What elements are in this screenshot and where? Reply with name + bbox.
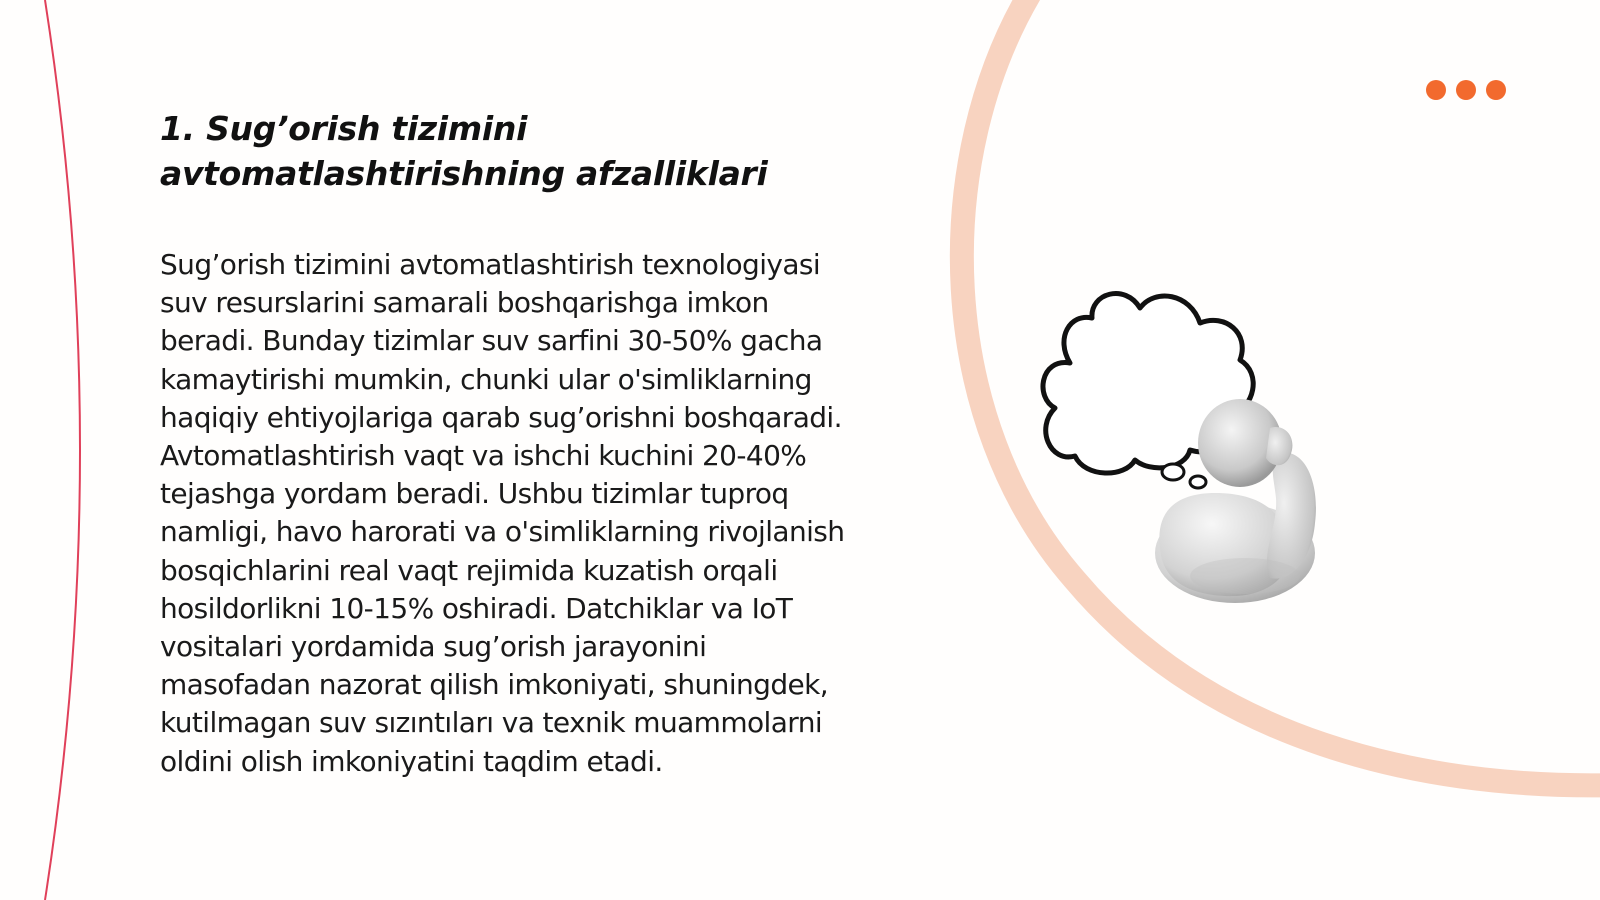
title-line-1: 1. Sug’orish tizimini (160, 109, 528, 148)
dot (1456, 80, 1476, 100)
three-dots-icon (1426, 80, 1506, 100)
dot (1426, 80, 1446, 100)
left-curve-line (45, 0, 80, 900)
title-line-2: avtomatlashtirishning afzalliklari (160, 154, 768, 193)
thinking-person-illustration (1030, 278, 1350, 618)
dot (1486, 80, 1506, 100)
body-paragraph: Sug’orish tizimini avtomatlashtirish texnologiyasi suv resurslarini samarali boshqarishga imkon beradi. Bunday tizimlar suv sarfini 30-50% gacha kamaytirishi mumkin, chunki ular o'simliklarning haqiqiy ehtiyojlariga qarab sug’orishni boshqaradi. Avtomatlashtirish vaqt va ishchi kuchini 20-40% tejashga yordam beradi. Ushbu tizimlar tuproq namligi, havo harorati va o'simliklarning rivojlanish bosqichlarini real vaqt rejimida kuzatish orqali hosildorlikni 10-15% oshiradi. Datchiklar va IoT vositalari yordamida sug’orish jarayonini masofadan nazorat qilish imkoniyati, shuningdek, kutilmagan suv sızıntıları va texnik muammolarni oldini olish imkoniyatini taqdim etadi. (160, 248, 845, 778)
slide-title (160, 106, 860, 196)
